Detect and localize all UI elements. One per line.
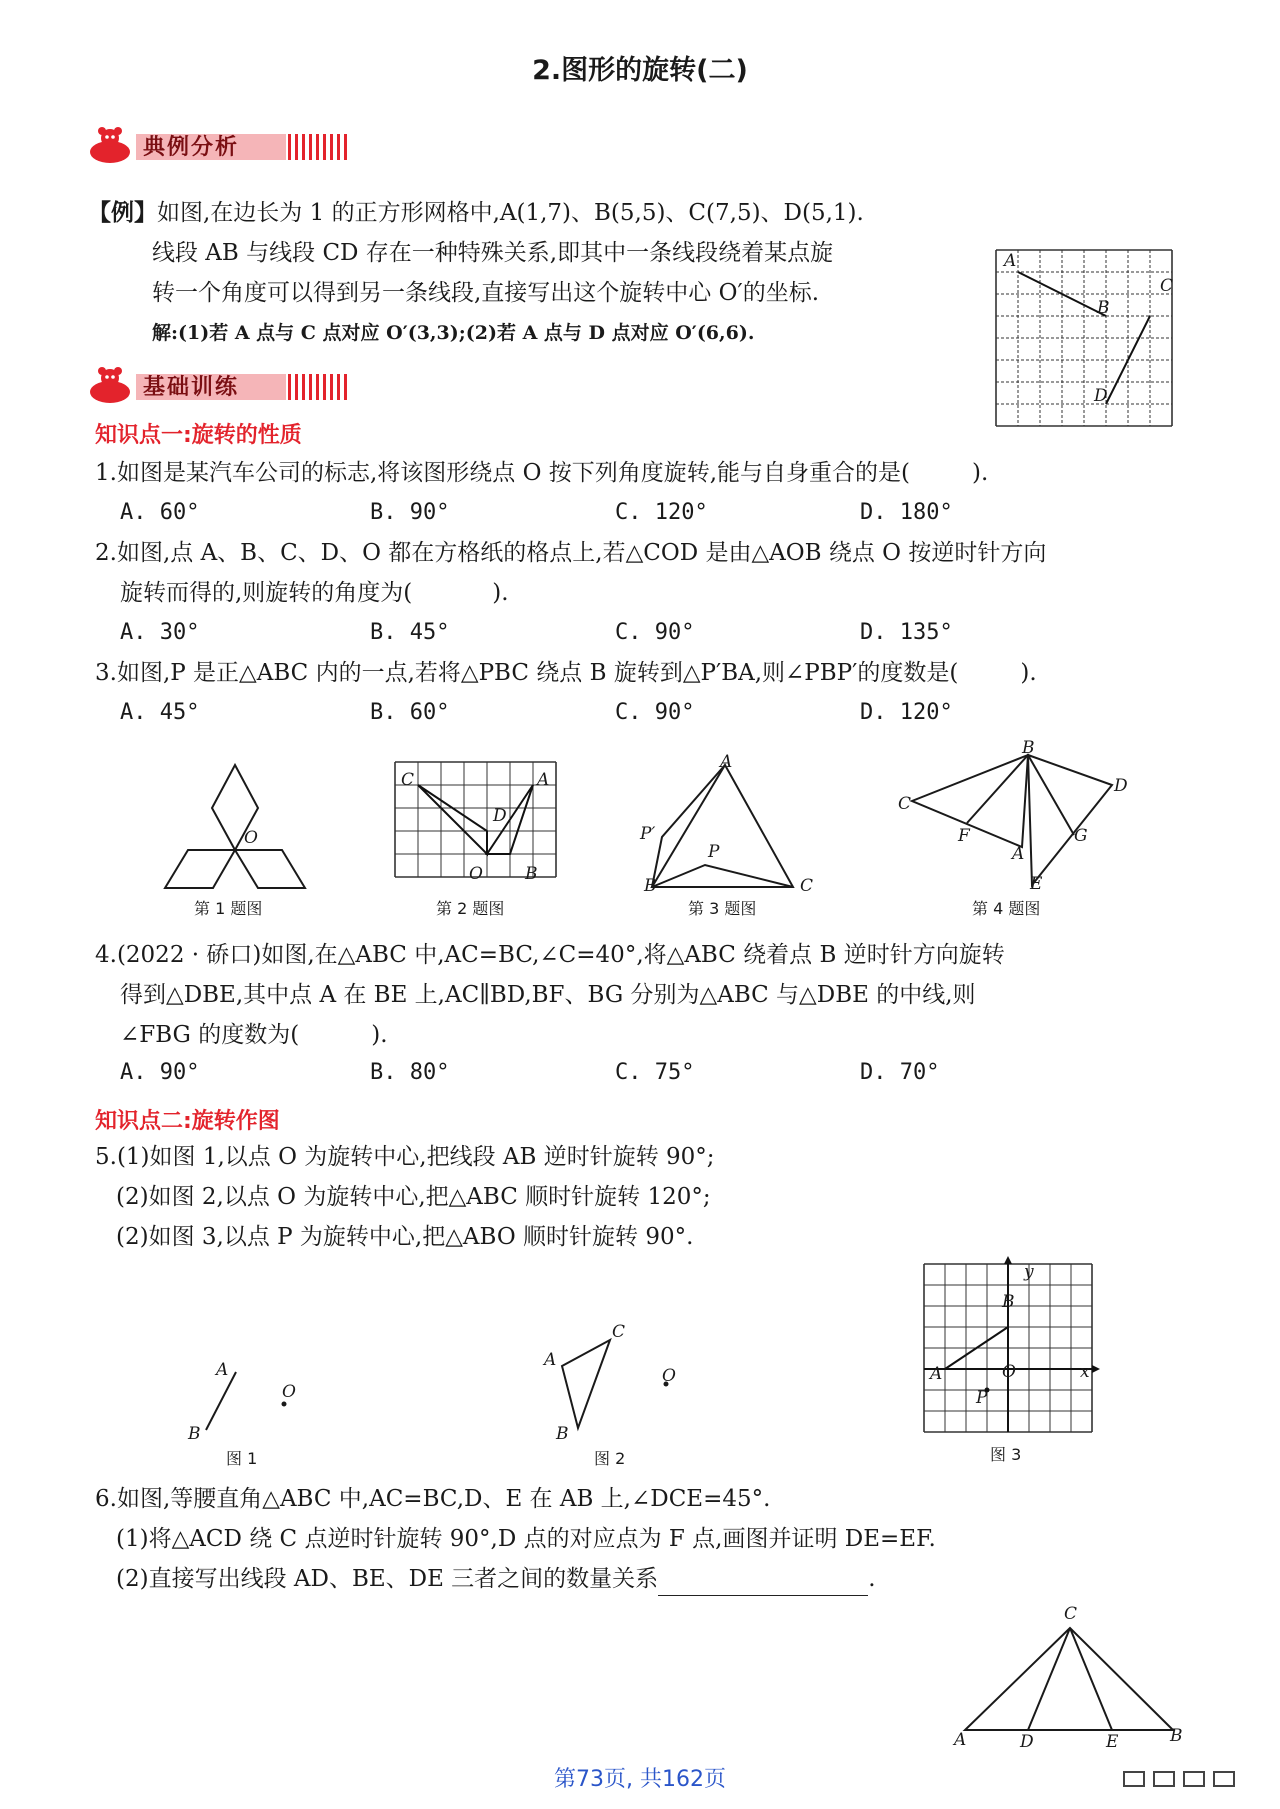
question-2-line1: 2.如图,点 A、B、C、D、O 都在方格纸的格点上,若△COD 是由△AOB 绕点 O 按逆时针方向	[95, 540, 1047, 566]
example-line3: 转一个角度可以得到另一条线段,直接写出这个旋转中心 O′的坐标.	[152, 280, 820, 306]
page-number-footer: 第73页, 共162页	[554, 1767, 726, 1792]
q5-fig3-label-y: y	[1024, 1262, 1034, 1282]
q6-label-B: B	[1170, 1726, 1183, 1746]
fig1-caption: 第 1 题图	[194, 899, 263, 918]
section-banner-example	[88, 128, 368, 162]
example-line1: 【例】如图,在边长为 1 的正方形网格中,A(1,7)、B(5,5)、C(7,5)、D(5,1).	[88, 199, 864, 226]
q5-fig1-caption: 图 1	[226, 1449, 258, 1468]
q5-fig2-label-O: O	[662, 1366, 676, 1386]
q5-fig3-label-B: B	[1002, 1292, 1015, 1312]
q3-option-d: D. 120°	[860, 700, 953, 725]
fig4-label-D: D	[1114, 776, 1128, 796]
fig3-caption: 第 3 题图	[688, 899, 757, 918]
q5-fig2-label-C: C	[612, 1322, 626, 1342]
q2-option-a: A. 30°	[120, 620, 200, 645]
fig3-label-C: C	[800, 876, 814, 896]
question-5-line2: (2)如图 2,以点 O 为旋转中心,把△ABC 顺时针旋转 120°;	[116, 1184, 711, 1210]
knowledge-point-2: 知识点二:旋转作图	[95, 1109, 280, 1134]
question-1: 1.如图是某汽车公司的标志,将该图形绕点 O 按下列角度旋转,能与自身重合的是( ).	[95, 460, 989, 486]
question-4-line3: ∠FBG 的度数为( ).	[120, 1022, 388, 1048]
q4-option-d: D. 70°	[860, 1060, 940, 1085]
question-2-line2: 旋转而得的,则旋转的角度为( ).	[120, 580, 509, 606]
ex-label-C: C	[1160, 276, 1174, 296]
q5-fig2-label-B: B	[556, 1424, 569, 1444]
q3-option-a: A. 45°	[120, 700, 200, 725]
q1-option-a: A. 60°	[120, 500, 200, 525]
fig4-label-C: C	[898, 794, 912, 814]
answer-blank[interactable]	[658, 1569, 868, 1596]
q6-label-A: A	[954, 1730, 967, 1750]
q2-option-b: B. 45°	[370, 620, 450, 645]
fig1-label-O: O	[244, 828, 258, 848]
x-axis-arrow	[1092, 1365, 1100, 1373]
fig4-label-F: F	[958, 826, 970, 846]
q5-fig1-label-O: O	[282, 1382, 296, 1402]
fig4-label-G: G	[1074, 826, 1088, 846]
section-label: 基础训练	[143, 375, 240, 400]
fig2-label-B: B	[525, 864, 538, 884]
q5-fig1-label-B: B	[188, 1424, 201, 1444]
section-banner-basic	[88, 368, 368, 402]
fig2-label-C: C	[401, 770, 415, 790]
fig1-logo	[150, 760, 320, 895]
q5-fig3-label-A: A	[930, 1364, 943, 1384]
question-6-line3: (2)直接写出线段 AD、BE、DE 三者之间的数量关系 .	[116, 1562, 876, 1596]
fig4-rotation	[900, 745, 1130, 895]
fig3-label-B: B	[644, 876, 657, 896]
triangle-COD	[418, 785, 487, 854]
fig4-label-E: E	[1030, 874, 1043, 894]
question-5-line3: (2)如图 3,以点 P 为旋转中心,把△ABO 顺时针旋转 90°.	[116, 1224, 694, 1250]
fig2-label-A: A	[537, 770, 550, 790]
question-4-line2: 得到△DBE,其中点 A 在 BE 上,AC∥BD,BF、BG 分别为△ABC 与△DBE 的中线,则	[120, 982, 976, 1008]
example-tag: 【例】	[88, 199, 157, 226]
ex-label-D: D	[1094, 386, 1108, 406]
fig4-label-A: A	[1012, 844, 1025, 864]
ex-label-A: A	[1004, 251, 1017, 271]
question-6-line2: (1)将△ACD 绕 C 点逆时针旋转 90°,D 点的对应点为 F 点,画图并证明 DE=EF.	[116, 1526, 936, 1552]
q1-option-c: C. 120°	[615, 500, 708, 525]
fig3-label-A: A	[720, 752, 733, 772]
q6-label-C: C	[1064, 1604, 1078, 1624]
fig2-label-O: O	[469, 864, 483, 884]
ex-label-B: B	[1097, 298, 1110, 318]
q5-fig3-label-x: x	[1080, 1362, 1090, 1382]
question-3: 3.如图,P 是正△ABC 内的一点,若将△PBC 绕点 B 旋转到△P′BA,则∠PBP′的度数是( ).	[95, 660, 1037, 686]
q5-fig1-label-A: A	[216, 1360, 229, 1380]
q4-option-b: B. 80°	[370, 1060, 450, 1085]
example-line2: 线段 AB 与线段 CD 存在一种特殊关系,即其中一条线段绕着某点旋	[152, 240, 834, 266]
q5-fig2-caption: 图 2	[594, 1449, 626, 1468]
q5-fig3-label-O: O	[1002, 1362, 1016, 1382]
q1-option-d: D. 180°	[860, 500, 953, 525]
q4-option-a: A. 90°	[120, 1060, 200, 1085]
fig4-label-B: B	[1022, 738, 1035, 758]
q5-fig3-caption: 图 3	[990, 1445, 1022, 1464]
q3-option-b: B. 60°	[370, 700, 450, 725]
question-6-line1: 6.如图,等腰直角△ABC 中,AC=BC,D、E 在 AB 上,∠DCE=45°.	[95, 1486, 771, 1512]
q6-isosceles-triangle	[955, 1620, 1185, 1740]
page-title: 2.图形的旋转(二)	[532, 55, 748, 86]
q2-option-c: C. 90°	[615, 620, 695, 645]
q5-fig2-label-A: A	[544, 1350, 557, 1370]
example-grid-figure	[996, 250, 1182, 436]
knowledge-point-1: 知识点一:旋转的性质	[95, 423, 302, 448]
fig4-caption: 第 4 题图	[972, 899, 1041, 918]
question-4-line1: 4.(2022 · 硚口)如图,在△ABC 中,AC=BC,∠C=40°,将△ABC 绕着点 B 逆时针方向旋转	[95, 942, 1005, 968]
fig2-label-D: D	[493, 806, 507, 826]
q5-fig3-label-P: P	[976, 1388, 988, 1408]
watermark-bars	[1120, 1768, 1260, 1792]
q6-label-E: E	[1106, 1732, 1119, 1752]
q1-option-b: B. 90°	[370, 500, 450, 525]
q3-option-c: C. 90°	[615, 700, 695, 725]
q4-option-c: C. 75°	[615, 1060, 695, 1085]
fig3-triangle	[640, 755, 820, 895]
fig2-caption: 第 2 题图	[436, 899, 505, 918]
y-axis-arrow	[1004, 1256, 1012, 1264]
fig3-label-P: P	[708, 842, 720, 862]
question-5-line1: 5.(1)如图 1,以点 O 为旋转中心,把线段 AB 逆时针旋转 90°;	[95, 1144, 715, 1170]
section-label: 典例分析	[143, 135, 240, 160]
fig3-label-P1: P′	[640, 824, 656, 844]
q2-option-d: D. 135°	[860, 620, 953, 645]
q5-fig3-coordinate-grid	[922, 1262, 1098, 1438]
q5-fig2-triangle	[540, 1320, 680, 1440]
example-solution: 解:(1)若 A 点与 C 点对应 O′(3,3);(2)若 A 点与 D 点对应 O′(6,6).	[152, 322, 755, 344]
q6-label-D: D	[1020, 1732, 1034, 1752]
